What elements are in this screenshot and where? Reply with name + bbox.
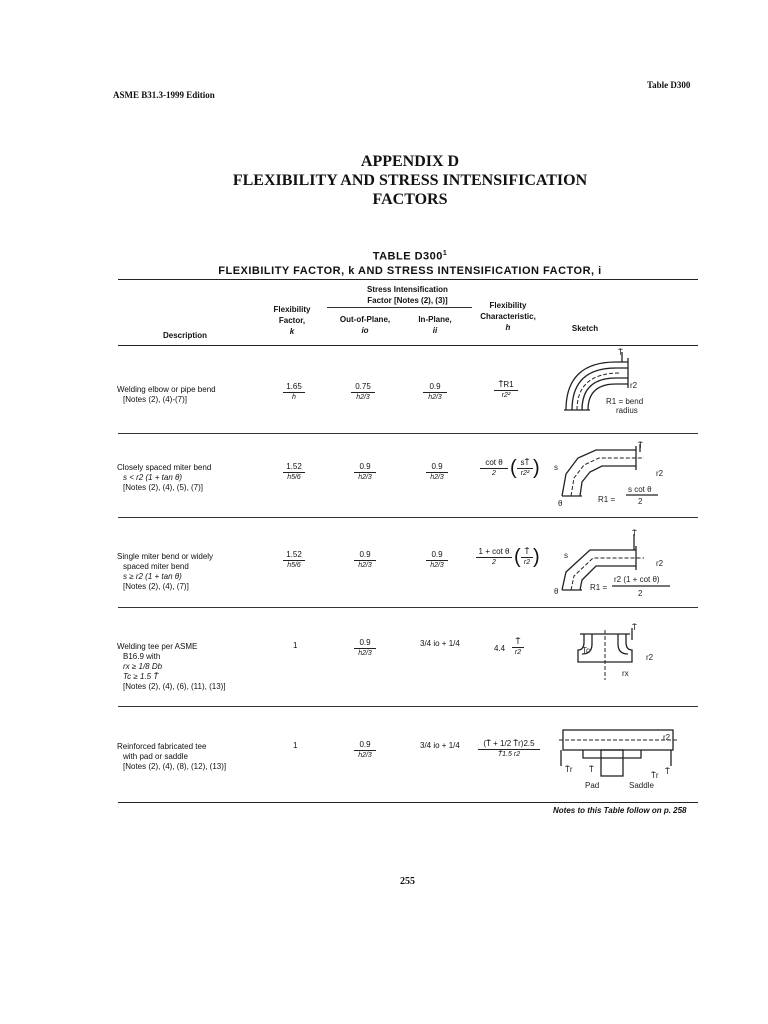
sketch-label: s cot θ	[628, 485, 652, 494]
table-top-rule	[118, 279, 698, 280]
sketch-label: R1 =	[598, 495, 616, 504]
sketch-label: θ	[554, 587, 559, 596]
elbow-sketch	[560, 348, 670, 430]
out-of-plane-header: Out-of-Plane, io	[339, 315, 391, 335]
reinforced-tee-sketch	[555, 716, 680, 792]
row-divider	[118, 607, 698, 608]
row-description: Closely spaced miter bend s < r2 (1 + tan θ) [Notes (2), (4), (5), (7)]	[117, 463, 212, 492]
sketch-label: r2 (1 + cot θ)	[614, 575, 660, 584]
sketch-label: T̄	[589, 765, 594, 774]
sketch-label: T̄r	[565, 765, 573, 774]
sif-group-header: Stress Intensification Factor [Notes (2), (3)]	[367, 285, 448, 305]
io-value: $\frac{0.75}{h2/3}$	[351, 382, 375, 403]
h-value: $\frac{T̄R1}{\text{r2²}}$	[494, 380, 518, 401]
io-value: $\frac{0.9}{h2/3}$	[354, 550, 376, 571]
sketch-label: rx	[622, 669, 629, 678]
row-description: Single miter bend or widely spaced miter bend s ≥ r2 (1 + tan θ) [Notes (2), (4), (7)]	[117, 552, 214, 591]
h-value: $\frac{(T̄ + 1/2 T̄r)2.5}{T̄1.5 r2}$	[478, 739, 540, 760]
table-bottom-rule	[118, 802, 698, 803]
io-value: $\frac{0.9}{h2/3}$	[354, 638, 376, 659]
page-number: 255	[400, 876, 415, 887]
sketch-label: 2	[638, 497, 643, 506]
sketch-label: T̄r	[651, 771, 659, 780]
row-description: Welding elbow or pipe bend [Notes (2), (4)-(7)]	[117, 385, 216, 404]
h-prefix: 4.4	[494, 644, 506, 653]
sketch-label: T̄	[665, 767, 670, 776]
sketch-label: s	[564, 551, 568, 560]
header-bottom-rule	[118, 345, 698, 346]
sketch-label: r2	[656, 469, 664, 478]
sketch-label: T̄	[632, 529, 637, 538]
ii-value: $\frac{0.9}{h2/3}$	[426, 550, 448, 571]
description-header: Description	[163, 331, 208, 340]
row-divider	[118, 706, 698, 707]
notes-reference: Notes to this Table follow on p. 258	[553, 806, 687, 815]
flex-factor-header: Flexibility Factor, k	[273, 305, 311, 336]
k-value: $\frac{1.52}{h5/6}$	[283, 462, 305, 483]
edition-header: ASME B31.3-1999 Edition	[113, 90, 215, 100]
flex-char-header: Flexibility Characteristic, h	[480, 301, 536, 332]
sketch-label: Saddle	[629, 781, 654, 790]
welding-tee-sketch	[570, 620, 665, 684]
table-header-ref: Table D300	[647, 80, 691, 90]
io-value: $\frac{0.9}{h2/3}$	[354, 740, 376, 761]
ii-value: $\frac{0.9}{h2/3}$	[423, 382, 447, 403]
appendix-title-line2: FACTORS	[372, 191, 448, 208]
sif-group-rule	[327, 307, 472, 308]
sketch-label: R1 =	[590, 583, 608, 592]
table-title: TABLE $D300^1$	[372, 250, 448, 263]
sketch-label: T̄	[638, 441, 643, 450]
sketch-label: radius	[616, 406, 638, 415]
sketch-label: θ	[558, 499, 563, 508]
appendix-label: APPENDIX D	[360, 153, 460, 170]
appendix-title-line1: FLEXIBILITY AND STRESS INTENSIFICATION	[232, 172, 588, 189]
row-divider	[118, 517, 698, 518]
sketch-label: T̄	[618, 348, 623, 357]
ii-value: 3/4 io + 1/4	[420, 741, 460, 750]
sketch-label: Pad	[585, 781, 600, 790]
sketch-label: r2	[630, 381, 638, 390]
single-miter-sketch	[550, 528, 675, 604]
closely-spaced-miter-sketch	[552, 440, 672, 512]
sketch-label: Tc	[582, 646, 590, 655]
sketch-header: Sketch	[571, 324, 599, 333]
sketch-label: r2	[646, 653, 654, 662]
sketch-label: r2	[656, 559, 664, 568]
sketch-label: r2	[663, 733, 671, 742]
sketch-label: R1 = bend	[606, 397, 644, 406]
k-value: $\frac{1.65}{h}$	[283, 382, 305, 403]
sketch-label: T̄	[632, 623, 637, 632]
k-value: 1	[293, 741, 298, 750]
ii-value: 3/4 io + 1/4	[420, 639, 460, 648]
row-description: Reinforced fabricated tee with pad or saddle [Notes (2), (4), (8), (12), (13)]	[117, 742, 227, 771]
ii-value: $\frac{0.9}{h2/3}$	[426, 462, 448, 483]
sketch-label: s	[554, 463, 558, 472]
table-subtitle: FLEXIBILITY FACTOR, k AND STRESS INTENSIFICATION FACTOR, i	[218, 265, 602, 277]
k-value: $\frac{1.52}{h5/6}$	[283, 550, 305, 571]
io-value: $\frac{0.9}{h2/3}$	[354, 462, 376, 483]
row-description: Welding tee per ASME B16.9 with rx ≥ 1/8 Db Tc ≥ 1.5 T̄ [Notes (2), (4), (6), (11), (13)]	[117, 642, 226, 691]
sketch-label: 2	[638, 589, 643, 598]
h-value: $\frac{T̄}{r2}$	[512, 637, 524, 658]
row-divider	[118, 433, 698, 434]
k-value: 1	[293, 641, 298, 650]
in-plane-header: In-Plane, ii	[418, 315, 452, 335]
